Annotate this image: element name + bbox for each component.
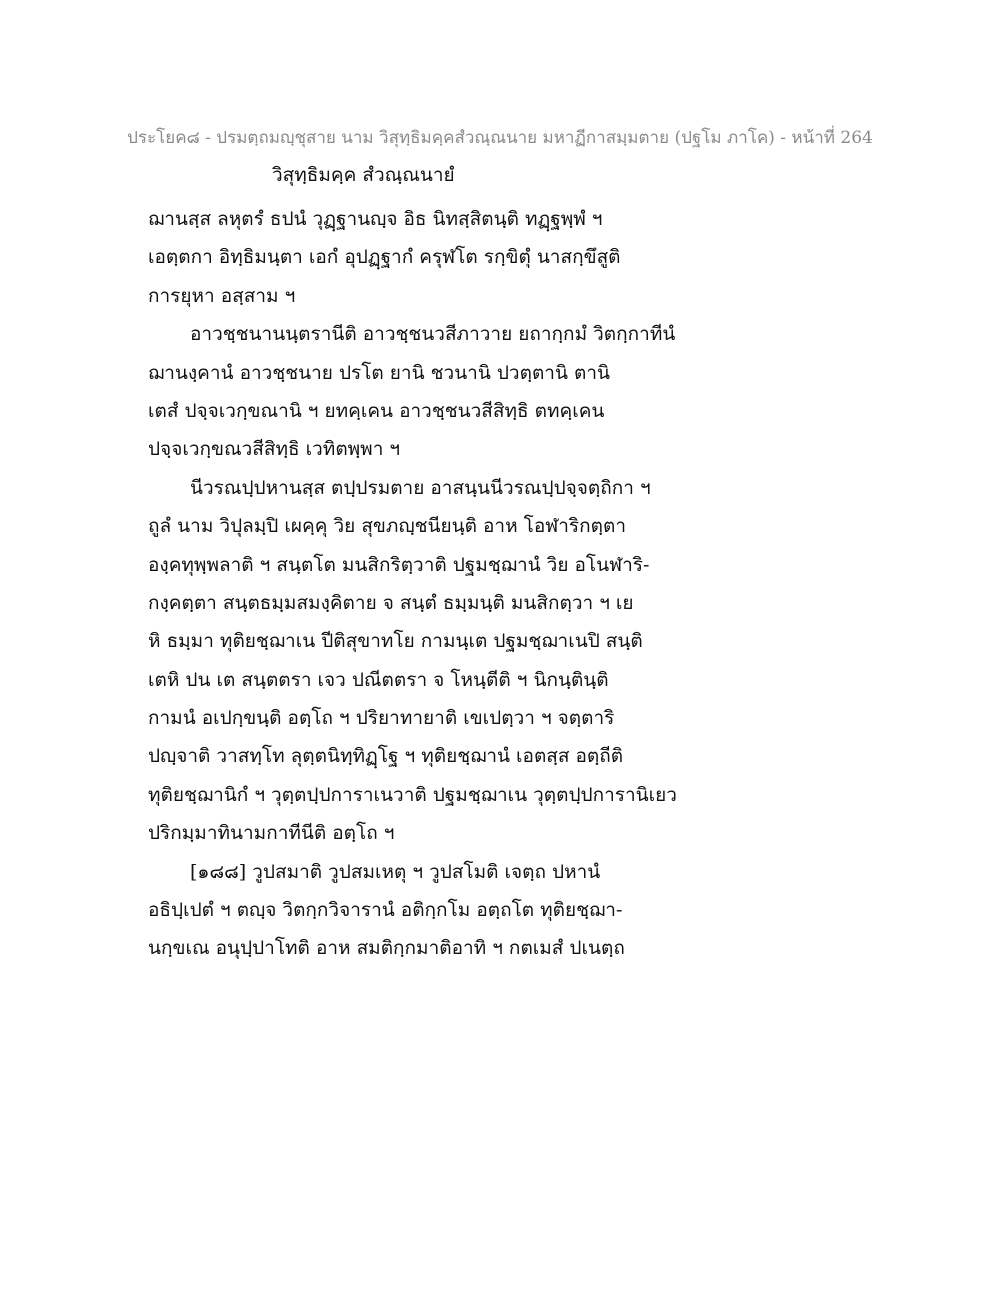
text-line: เตสํ ปจฺจเวกฺขณานิ ฯ ยทคฺเคน อาวชฺชนวสีสิทฺธิ ตทคฺเคน [148,399,605,422]
paragraph-first-line: นีวรณปฺปหานสฺส ตปฺปรมตาย อาสนฺนนีวรณปฺปจฺจตฺถิกา ฯ [190,476,651,499]
paragraph-first-line: [๑๘๘] วูปสมาติ วูปสมเหตุ ฯ วูปสโมติ เจตฺถ ปหานํ [190,860,601,883]
section-subtitle: วิสุทฺธิมคฺค สํวณฺณนายํ [272,164,455,186]
paragraph-first-line: อาวชฺชนานนฺตรานีติ อาวชฺชนวสีภาวาย ยถากฺกมํ วิตกฺกาทีนํ [190,323,676,346]
text-line: กงฺคตฺตา สนฺตธมฺมสมงฺคิตาย จ สนฺตํ ธมฺมนฺติ มนสิกตฺวา ฯ เย [148,591,634,614]
body-text [148,200,860,968]
text-line: เตหิ ปน เต สนฺตตรา เจว ปณีตตรา จ โหนฺตีติ ฯ นิกนฺตินฺติ [148,668,609,691]
text-line: ถูลํ นาม วิปุลมฺปิ เผคฺคุ วิย สุขภญฺชนียนฺติ อาห โอฬาริกตฺตา [148,515,626,538]
text-line: ฌานงฺคานํ อาวชฺชนาย ปรโต ยานิ ชวนานิ ปวตฺตานิ ตานิ [148,361,610,384]
text-line: องฺคทุพฺพลาติ ฯ สนฺตโต มนสิกริตฺวาติ ปฐมชฺฌานํ วิย อโนฬาริ- [148,553,650,576]
text-line: หิ ธมฺมา ทุติยชฺฌาเน ปีติสุขาทโย กามนฺเต ปฐมชฺฌาเนปิ สนฺติ [148,630,643,653]
text-line: ปจฺจเวกฺขณวสีสิทฺธิ เวทิตพฺพา ฯ [148,438,401,461]
text-line: ทุติยชฺฌานิกํ ฯ วุตฺตปฺปการาเนวาติ ปฐมชฺฌาเน วุตฺตปฺปการานิเยว [148,783,677,806]
text-line: เอตฺตกา อิทฺธิมนฺตา เอกํ อุปฏฺฐากํ ครุฬโต รกฺขิตุํ นาสกฺขึสูติ [148,246,621,269]
text-line: นกฺขเณ อนุปฺปาโทติ อาห สมติกฺกมาติอาทิ ฯ กตเมสํ ปเนตฺถ [148,937,625,960]
running-header: ประโยค๘ - ปรมตฺถมญฺชุสาย นาม วิสุทฺธิมคฺคสํวณฺณนาย มหาฏีกาสมฺมตาย (ปฐโม ภาโค) - หน้าที่ 264 [127,128,873,148]
text-line: กามนํ อเปกฺขนฺติ อตฺโถ ฯ ปริยาทายาติ เขเปตฺวา ฯ จตฺตาริ [148,707,615,730]
text-line: อธิปฺเปตํ ฯ ตญฺจ วิตกฺกวิจารานํ อติกฺกโม อตฺถโต ทุติยชฺฌา- [148,899,623,922]
text-line: การยุหา อสฺสาม ฯ [148,284,296,307]
text-line: ปญฺจาติ วาสทฺโท ลุตฺตนิทฺทิฏฺโฐ ฯ ทุติยชฺฌานํ เอตสฺส อตฺถีติ [148,745,624,768]
text-line: ฌานสฺส ลหุตรํ ธปนํ วุฏฺฐานญฺจ อิธ นิทสฺสิตนฺติ ทฏฺฐพฺพํ ฯ [148,208,603,230]
text-line: ปริกมฺมาทินามกาทีนีติ อตฺโถ ฯ [148,822,395,845]
